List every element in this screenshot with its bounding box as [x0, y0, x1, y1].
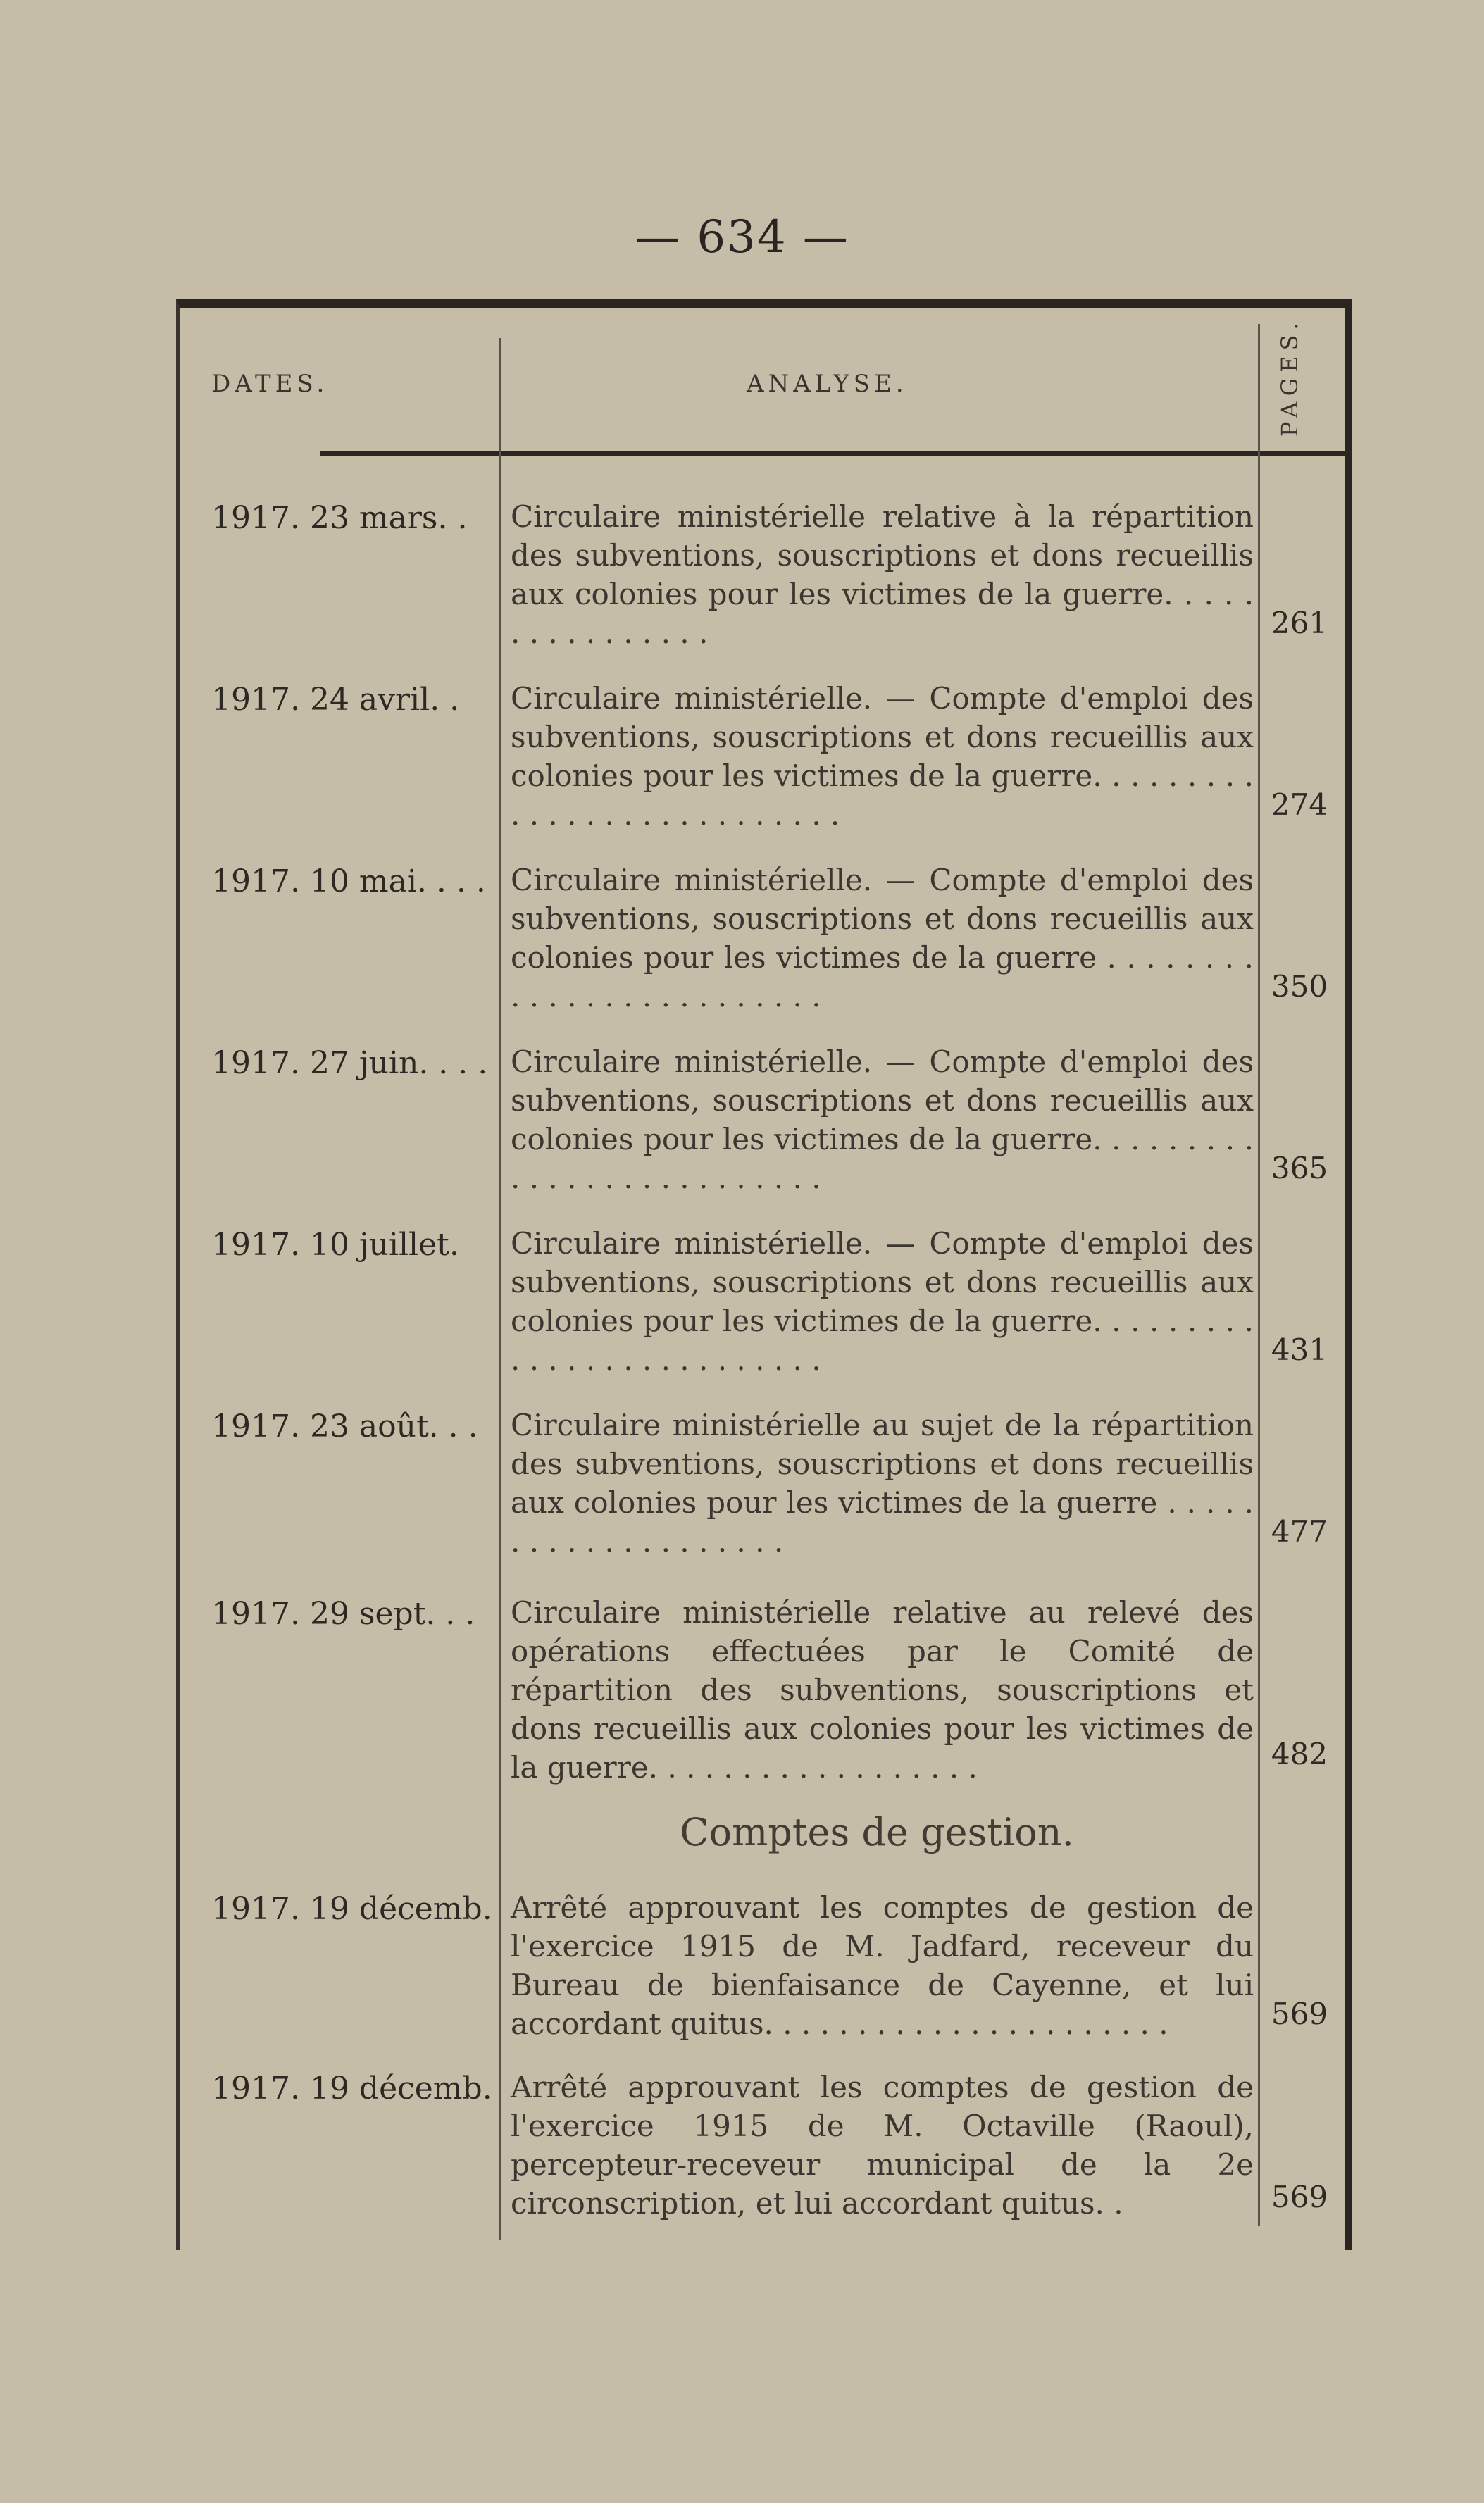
entry-date: 1917. 19 décemb. [211, 2071, 492, 2106]
entry-text: Circulaire ministérielle. — Compte d'emploi des subventions, souscriptions et dons recueillis aux colonies pour les victimes de la guerre. . . . . . . . . . . . . . . . . . . . . . . . . . . [511, 681, 1254, 832]
column-separator-dates [499, 338, 501, 2240]
entry-page: 477 [1271, 1514, 1328, 1549]
entry-page: 569 [1271, 2180, 1328, 2214]
entry-text: Arrêté approuvant les comptes de gestion de l'exercice 1915 de M. Octaville (Raoul), percepteur-receveur municipal de la 2e circonscription, et lui accordant quitus. . [511, 2070, 1254, 2221]
entry-text: Circulaire ministérielle au sujet de la répartition des subventions, souscriptions et dons recueillis aux colonies pour les victimes de la guerre . . . . . . . . . . . . . . . . . . . . [511, 1408, 1254, 1559]
header-dates: DATES. [211, 370, 329, 398]
entry-page: 261 [1271, 606, 1328, 640]
page-number: — 634 — [635, 211, 849, 263]
header-rule [320, 451, 1350, 456]
entry-text: Circulaire ministérielle relative à la répartition des subventions, souscriptions et dons recueillis aux colonies pour les victimes de la guerre. . . . . . . . . . . . . . . . [511, 499, 1254, 650]
entry-text: Circulaire ministérielle. — Compte d'emploi des subventions, souscriptions et dons recueillis aux colonies pour les victimes de la guerre. . . . . . . . . . . . . . . . . . . . . . . . . . [511, 1044, 1254, 1195]
entry-page: 274 [1271, 787, 1328, 822]
header-pages: PAGES. [1276, 317, 1303, 437]
section-heading: Comptes de gestion. [680, 1810, 1074, 1854]
entry-page: 482 [1271, 1737, 1328, 1771]
entry-date: 1917. 23 août. . . [211, 1409, 478, 1444]
entry-page: 350 [1271, 969, 1328, 1004]
entry-date: 1917. 23 mars. . [211, 500, 468, 536]
entry-page: 365 [1271, 1151, 1328, 1185]
entry-text: Circulaire ministérielle. — Compte d'emploi des subventions, souscriptions et dons recueillis aux colonies pour les victimes de la guerre . . . . . . . . . . . . . . . . . . . . . . . . . [511, 863, 1254, 1013]
header-analyse: ANALYSE. [747, 370, 908, 398]
column-separator-pages [1258, 324, 1260, 2226]
entry-date: 1917. 24 avril. . [211, 682, 460, 718]
entry-text: Circulaire ministérielle. — Compte d'emploi des subventions, souscriptions et dons recueillis aux colonies pour les victimes de la guerre. . . . . . . . . . . . . . . . . . . . . . . . . . [511, 1226, 1254, 1377]
entry-date: 1917. 19 décemb. [211, 1891, 492, 1927]
entry-text: Circulaire ministérielle relative au relevé des opérations effectuées par le Comité de répartition des subventions, souscriptions et dons recueillis aux colonies pour les victimes de la guerre. . . . . . . . . . . . . . . . . . [511, 1595, 1254, 1785]
entry-text: Arrêté approuvant les comptes de gestion de l'exercice 1915 de M. Jadfard, receveur du Bureau de bienfaisance de Cayenne, et lui accordant quitus. . . . . . . . . . . . . . . . . . . . . . [511, 1890, 1254, 2041]
entry-date: 1917. 27 juin. . . . [211, 1045, 488, 1081]
entry-date: 1917. 10 juillet. [211, 1227, 459, 1263]
entry-page: 569 [1271, 1997, 1328, 2031]
entry-date: 1917. 29 sept. . . [211, 1596, 475, 1632]
entry-page: 431 [1271, 1332, 1328, 1367]
entry-date: 1917. 10 mai. . . . [211, 863, 486, 899]
